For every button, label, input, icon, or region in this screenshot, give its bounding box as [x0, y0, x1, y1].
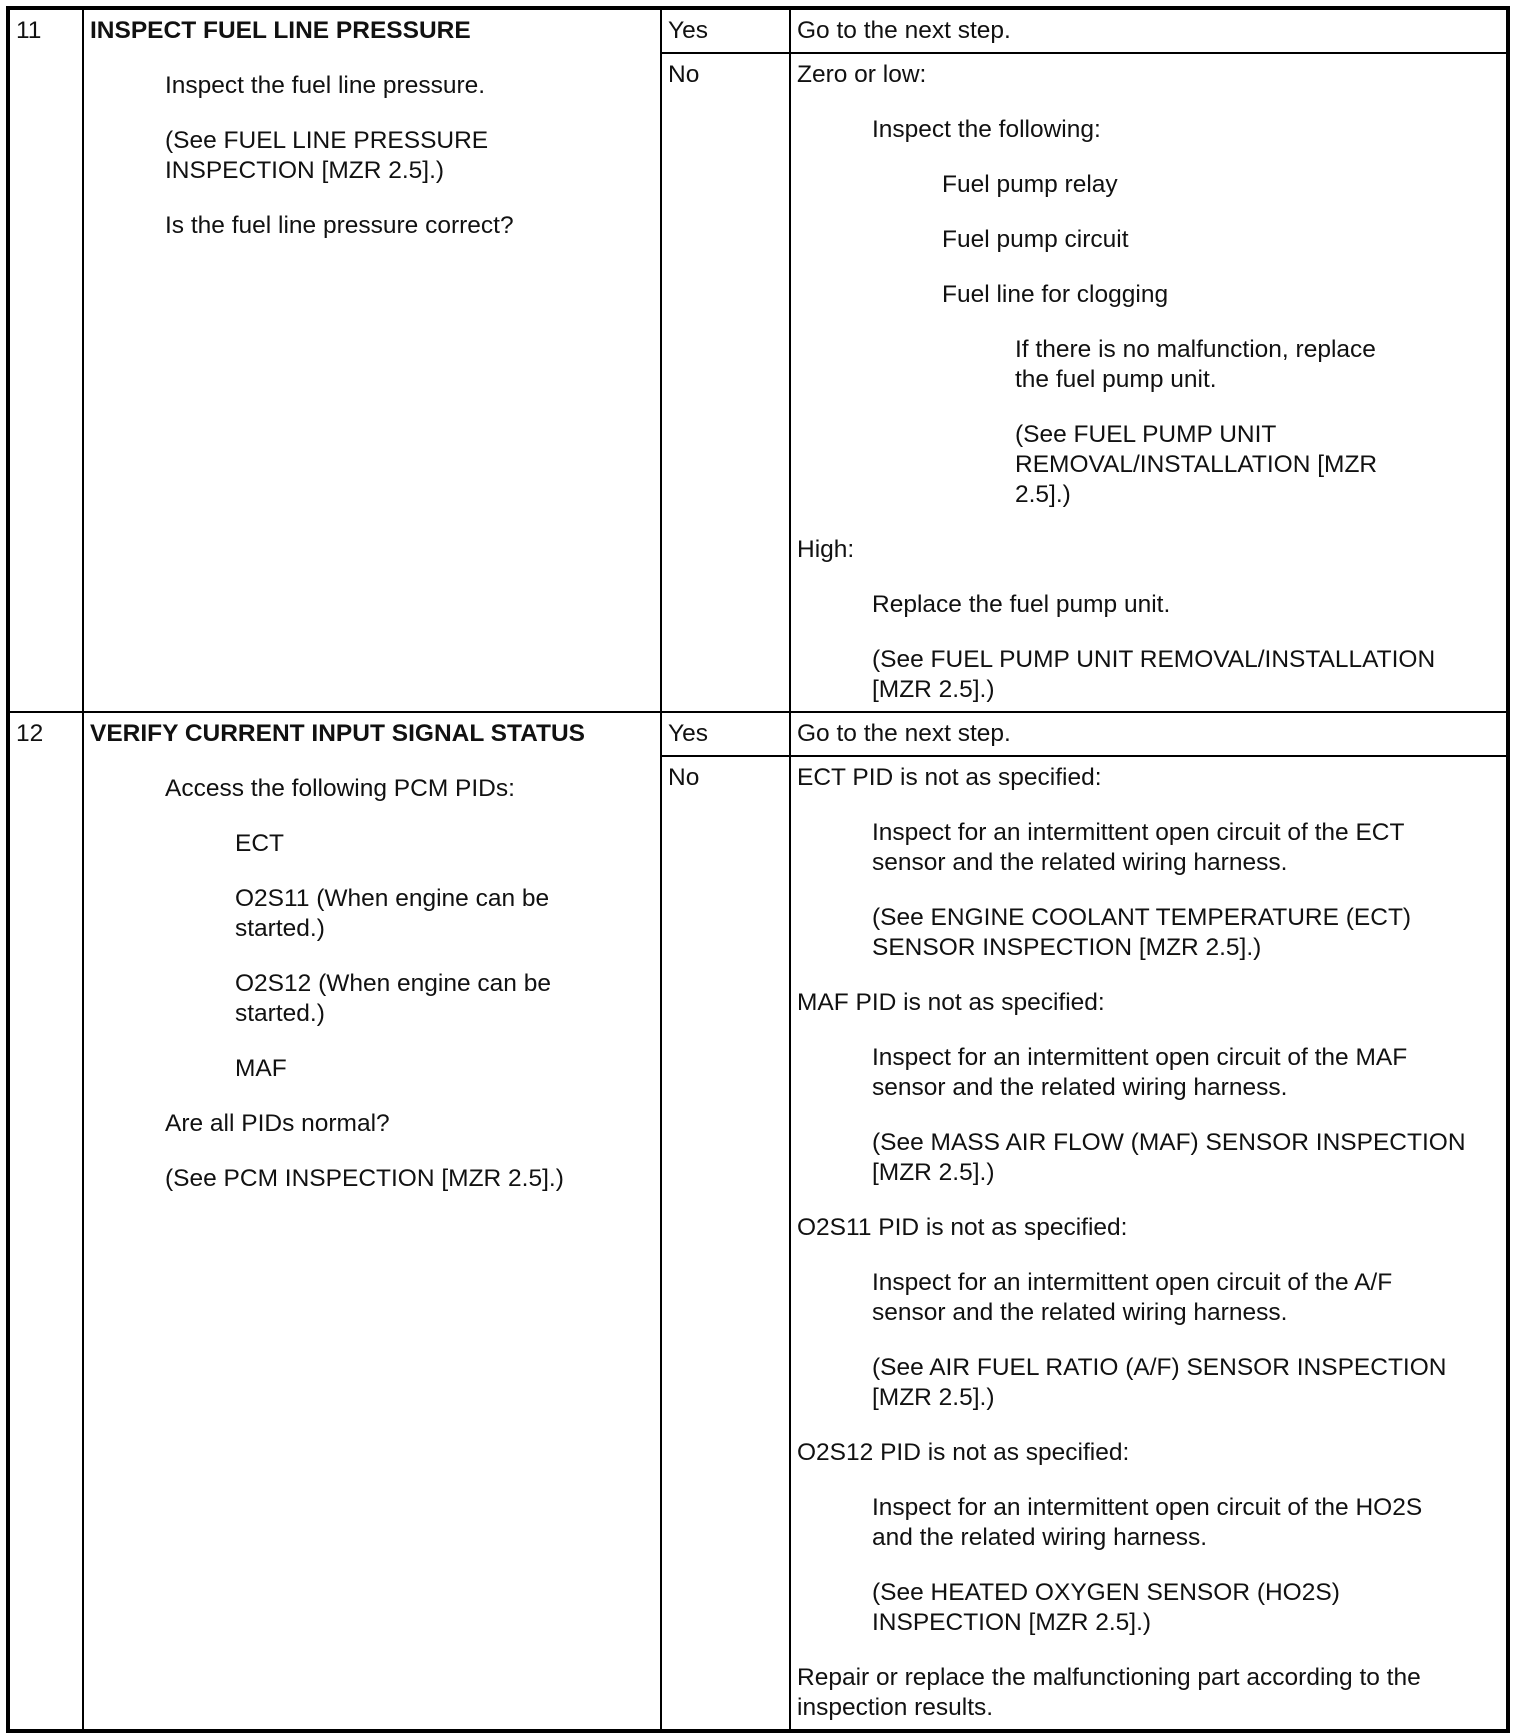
diagnostic-table: [6, 6, 1510, 1733]
action-bullet: ● Access the following PCM PIDs:: [165, 774, 654, 804]
result-reference: (See AIR FUEL RATIO (A/F) SENSOR INSPECTION [MZR 2.5].): [872, 1354, 1447, 1411]
diagnostic-procedure-page: [6, 6, 1510, 1733]
step-number: 12: [8, 712, 83, 1731]
pid-item: o ECT: [235, 829, 654, 859]
action-reference: (See FUEL LINE PRESSURE INSPECTION [MZR 2.5].): [165, 127, 489, 184]
yes-label: Yes: [661, 712, 790, 756]
no-label: No: [661, 756, 790, 1731]
step-action-cell: [83, 712, 661, 1731]
result-bullet: ● Inspect for an intermittent open circuit of the MAF sensor and the related wiring harness.: [872, 1043, 1462, 1103]
step-action-cell: [83, 8, 661, 712]
result-heading: High:: [797, 536, 855, 563]
result-sub-item: o Fuel pump relay: [942, 170, 1500, 200]
result-bullet: ● Inspect for an intermittent open circuit of the HO2S and the related wiring harness.: [872, 1493, 1462, 1553]
no-label: No: [661, 53, 790, 712]
result-sub-item: o Fuel line for clogging: [942, 280, 1500, 310]
action-bullet: ● Are all PIDs normal?: [165, 1109, 654, 1139]
step-11-yes-row: [8, 8, 1508, 53]
result-heading: MAF PID is not as specified:: [797, 989, 1105, 1016]
result-sub-item: o Fuel pump circuit: [942, 225, 1500, 255]
result-conclusion: Repair or replace the malfunctioning part according to the inspection results.: [797, 1664, 1421, 1721]
result-bullet: ● Inspect for an intermittent open circuit of the A/F sensor and the related wiring harness.: [872, 1268, 1462, 1328]
result-bullet: ● If there is no malfunction, replace the fuel pump unit.: [1015, 335, 1395, 395]
result-heading: ECT PID is not as specified:: [797, 764, 1102, 791]
pid-item: o O2S12 (When engine can be started.): [235, 969, 565, 1029]
result-reference: (See ENGINE COOLANT TEMPERATURE (ECT) SENSOR INSPECTION [MZR 2.5].): [872, 904, 1412, 961]
result-reference: (See FUEL PUMP UNIT REMOVAL/INSTALLATION [MZR 2.5].): [1015, 421, 1378, 508]
result-heading: O2S12 PID is not as specified:: [797, 1439, 1130, 1466]
step-title: VERIFY CURRENT INPUT SIGNAL STATUS: [90, 720, 586, 747]
result-heading: O2S11 PID is not as specified:: [797, 1214, 1128, 1241]
action-reference: (See PCM INSPECTION [MZR 2.5].): [165, 1165, 564, 1192]
result-reference: (See FUEL PUMP UNIT REMOVAL/INSTALLATION [MZR 2.5].): [872, 646, 1436, 703]
no-result-cell: [790, 756, 1508, 1731]
yes-result: Go to the next step.: [790, 8, 1508, 53]
pid-item: o MAF: [235, 1054, 654, 1084]
result-reference: (See MASS AIR FLOW (MAF) SENSOR INSPECTION [MZR 2.5].): [872, 1129, 1466, 1186]
yes-result: Go to the next step.: [790, 712, 1508, 756]
result-reference: (See HEATED OXYGEN SENSOR (HO2S) INSPECTION [MZR 2.5].): [872, 1579, 1340, 1636]
action-bullet: ● Is the fuel line pressure correct?: [165, 211, 654, 241]
pid-item: o O2S11 (When engine can be started.): [235, 884, 565, 944]
result-bullet: ● Inspect for an intermittent open circuit of the ECT sensor and the related wiring harness.: [872, 818, 1462, 878]
result-bullet: ● Replace the fuel pump unit.: [872, 590, 1500, 620]
result-heading: Zero or low:: [797, 61, 927, 88]
no-result-cell: [790, 53, 1508, 712]
action-bullet: ● Inspect the fuel line pressure.: [165, 71, 654, 101]
step-title: INSPECT FUEL LINE PRESSURE: [90, 17, 471, 44]
step-number: 11: [8, 8, 83, 712]
yes-label: Yes: [661, 8, 790, 53]
result-bullet: ● Inspect the following:: [872, 115, 1500, 145]
step-12-yes-row: [8, 712, 1508, 756]
